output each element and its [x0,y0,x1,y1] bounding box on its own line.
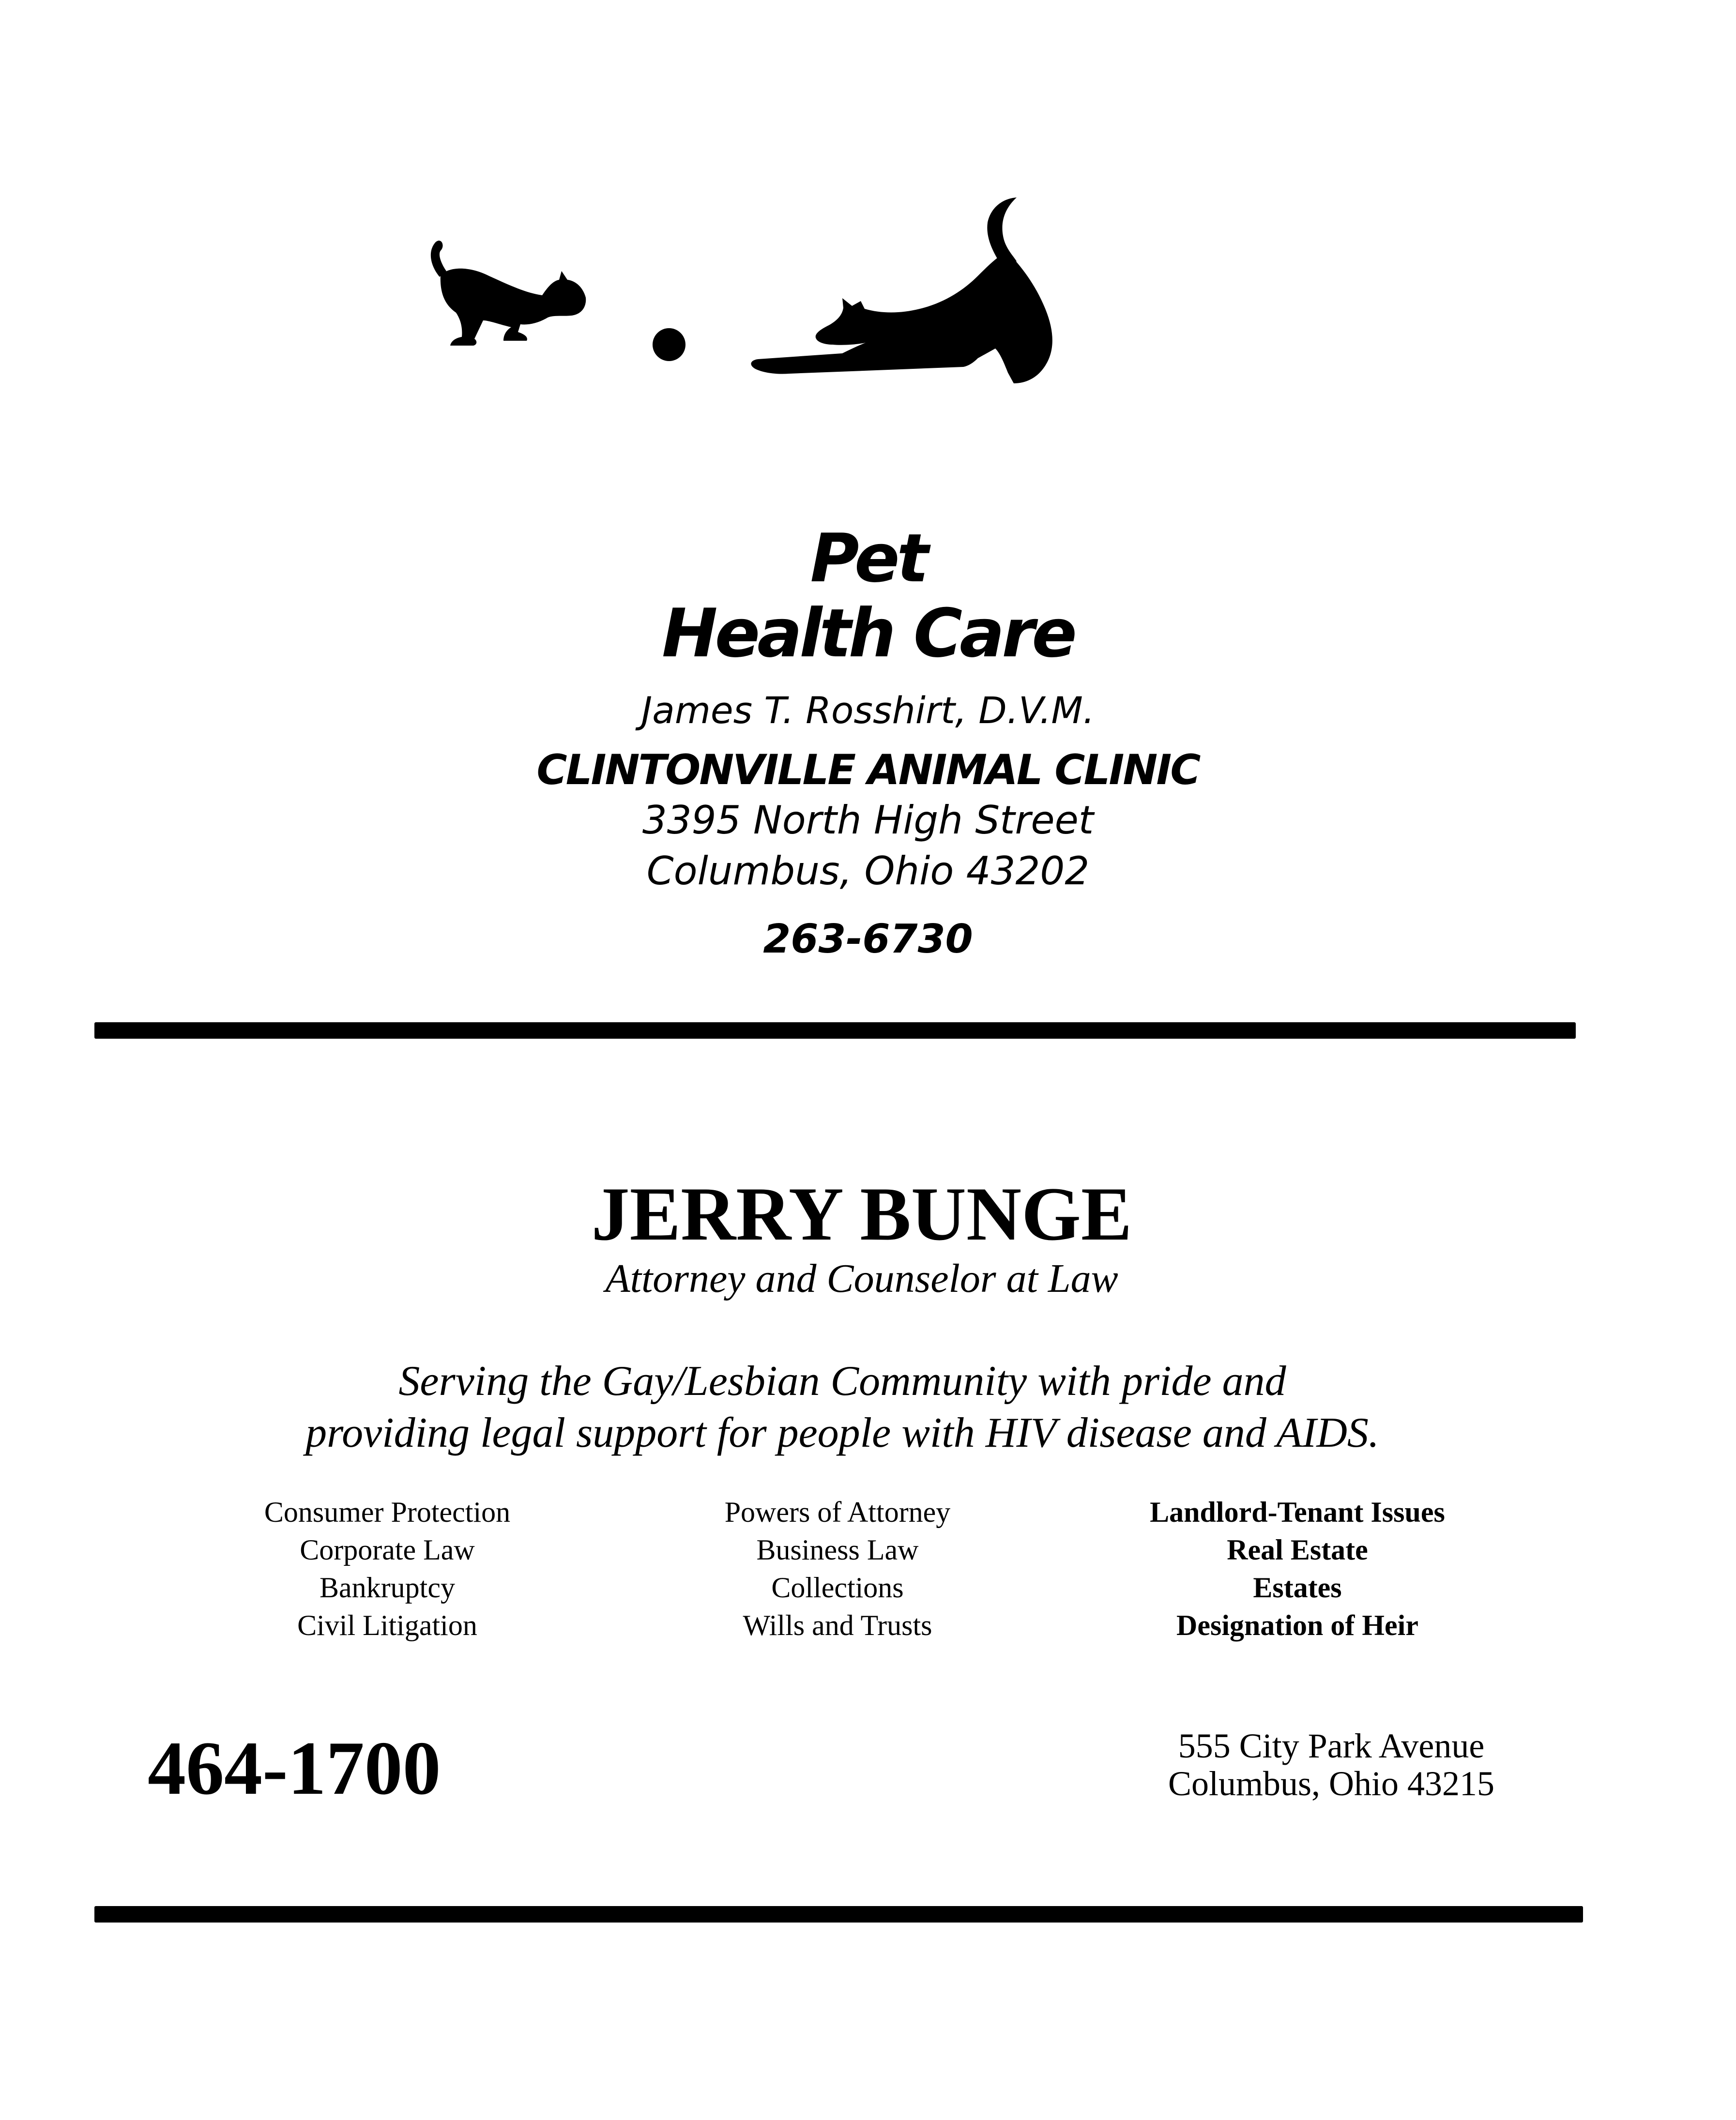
attorney-name: JERRY BUNGE [591,1172,1132,1257]
services-column-2 [654,1493,1021,1644]
service-item: Landlord-Tenant Issues [1150,1496,1445,1528]
kitten-right-silhouette [751,197,1052,383]
service-item: Business Law [756,1534,919,1566]
service-item: Estates [1253,1572,1342,1604]
service-item: Real Estate [1227,1534,1368,1566]
service-item: Civil Litigation [297,1609,477,1641]
service-item: Bankruptcy [320,1572,455,1604]
pet-phone-number: 263-6730 [763,916,973,962]
tagline-line1: Serving the Gay/Lesbian Community with pride and [398,1358,1286,1405]
pet-city-state-zip: Columbus, Ohio 43202 [646,848,1090,893]
pet-clinic-name: CLINTONVILLE ANIMAL CLINIC [536,746,1200,794]
attorney-address [1113,1727,1549,1802]
address-line1: 555 City Park Avenue [1178,1726,1485,1765]
pet-street-address: 3395 North High Street [642,798,1094,843]
kittens-playing-ball-illustration [416,194,1065,411]
services-column-3 [1113,1493,1481,1644]
pet-title-line1: Pet [810,519,926,597]
section-divider-bottom [94,1906,1583,1923]
pet-title-line2: Health Care [662,594,1074,672]
pet-doctor-name: James T. Rosshirt, D.V.M. [641,689,1095,732]
ball [653,328,685,361]
service-item: Wills and Trusts [743,1609,932,1641]
service-item: Powers of Attorney [724,1496,951,1528]
attorney-subtitle: Attorney and Counselor at Law [605,1256,1118,1301]
section-divider-top [94,1022,1576,1039]
service-item: Designation of Heir [1176,1609,1418,1641]
services-column-1 [203,1493,571,1644]
service-item: Consumer Protection [264,1496,511,1528]
service-item: Corporate Law [300,1534,475,1566]
attorney-phone-number: 464-1700 [148,1726,441,1811]
address-line2: Columbus, Ohio 43215 [1168,1764,1495,1803]
kitten-left-silhouette [431,241,586,346]
service-item: Collections [771,1572,904,1604]
tagline-line2: providing legal support for people with HIV disease and AIDS. [305,1409,1379,1456]
